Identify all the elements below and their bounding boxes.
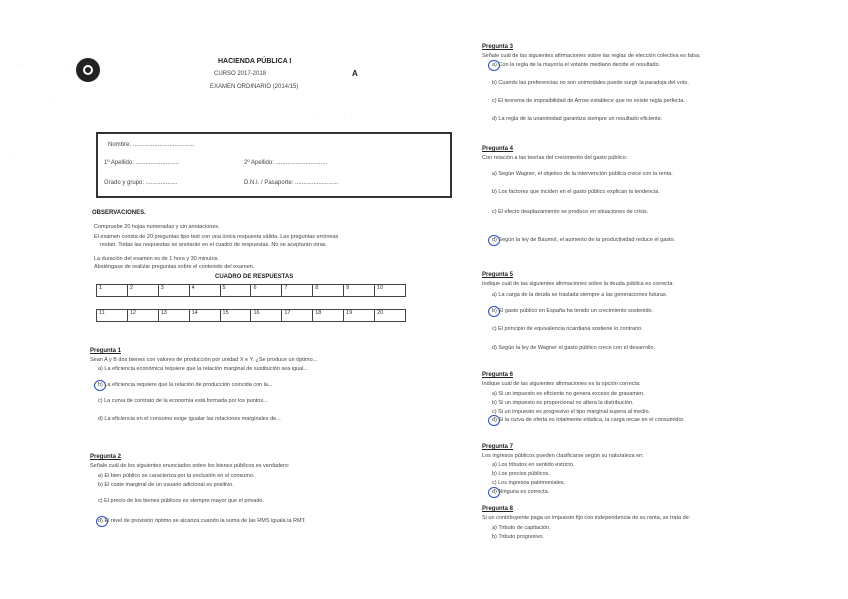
question-title: Pregunta 8	[482, 506, 514, 512]
answer-cell[interactable]: 2	[127, 285, 158, 297]
question-text: Sean A y B dos bienes con valores de producción por unidad X e Y. ¿Se produce un óptimo...	[90, 357, 318, 363]
question-text: Señale cuál de las siguientes afirmaciones sobre las reglas de elección colectiva es falsa:	[482, 53, 701, 59]
observation-item: restan. Todas las respuestas se anotarán en el cuadro de respuestas. No se aceptarán otras.	[100, 242, 328, 248]
option-text: b) El gasto público en España ha tenido un crecimiento sostenido.	[492, 308, 654, 314]
question-title: Pregunta 7	[482, 444, 514, 450]
question-title: Pregunta 6	[482, 372, 514, 378]
option-text: c) El principio de equivalencia ricardiana sostiene lo contrario.	[492, 326, 643, 332]
dni-field[interactable]: D.N.I. / Pasaporte: ..........................	[244, 180, 339, 186]
question-text: Los ingresos públicos pueden clasificarse según su naturaleza en:	[482, 453, 644, 459]
observations-title: OBSERVACIONES.	[92, 210, 146, 216]
observation-item: Compruebe 20 hojas numeradas y sin anotaciones.	[94, 224, 220, 230]
question-title: Pregunta 5	[482, 272, 514, 278]
question-title: Pregunta 4	[482, 146, 514, 152]
observation-item: El examen consta de 20 preguntas tipo test con una única respuesta válida. Las preguntas erróneas	[94, 234, 339, 240]
surname2-field[interactable]: 2º Apellido: ...............................	[244, 160, 328, 166]
observation-item: La duración del examen es de 1 hora y 30 minutos.	[94, 256, 220, 262]
answer-cell[interactable]: 16	[251, 310, 282, 322]
question-text: Si un contribuyente paga un impuesto fijo con independencia de su renta, se trata de:	[482, 515, 691, 521]
option-text: d) Según la ley de Baumol, el aumento de la productividad reduce el gasto.	[492, 237, 676, 243]
option-text: b) La eficiencia requiere que la relación de producción coincida con la...	[98, 382, 273, 388]
group-field[interactable]: Grado y grupo: ...................	[104, 180, 178, 186]
right-page: Pregunta 3 Señale cuál de las siguientes afirmaciones sobre las reglas de elección colectiva es falsa: a) Con la regla de la mayoría el votante mediano decide el resultado. b) Cuando las preferencias no son unimodales puede surgir la paradoja del voto. c) El teorema de imposibilidad de Arrow establece que no existe regla perfecta. d) La regla de la unanimidad garantiza siempre un resultado eficiente. Pregunta 4 Con relación a las teorías del crecimiento del gasto público: a) Según Wagner, el objetivo de la intervención pública crece con la renta. b) Los factores que inciden en el gasto público explican la tendencia. c) El efecto desplazamiento se produce en situaciones de crisis. d) Según la ley de Baumol, el aumento de la productividad reduce el gasto. Pregunta 5 Indique cuál de las siguientes afirmaciones sobre la deuda pública es correcta: a) La carga de la deuda se traslada siempre a las generaciones futuras. b) El gasto público en España ha tenido un crecimiento sostenido. c) El principio de equivalencia ricardiana sostiene lo contrario. d) Según la ley de Wagner el gasto público crece con el desarrollo. Pregunta 6 Indique cuál de las siguientes afirmaciones es la opción correcta: a) Si un impuesto es eficiente no genera exceso de gravamen. b) Si un impuesto es proporcional no altera la distribución. c) Si un impuesto es progresivo el tipo marginal supera al medio. d) Si la curva de oferta es totalmente elástica, la carga recae en el consumidor. Pregunta 7 Los ingresos públicos pueden clasificarse según su naturaleza en: a) Los tributos en sentido estricto. b) Los precios públicos. c) Los ingresos patrimoniales. d) Ninguna es correcta. Pregunta 8 Si un contribuyente paga un impuesto fijo con independencia de su renta, se trata de: a) Tributo de capitación. b) Tributo progresivo. . · : · . :	[482, 20, 816, 540]
answer-cell[interactable]: 5	[220, 285, 251, 297]
option-text: d) Ninguna es correcta.	[492, 489, 550, 495]
exam-model: A	[352, 69, 358, 78]
selected-answer-mark	[96, 516, 108, 527]
answer-cell[interactable]: 3	[158, 285, 189, 297]
question-text: Indique cuál de las siguientes afirmaciones es la opción correcta:	[482, 381, 641, 387]
answer-cell[interactable]: 17	[282, 310, 313, 322]
option-text: a) El bien público se caracteriza por la exclusión en el consumo.	[98, 473, 255, 479]
header-exam: EXAMEN ORDINARIO (2014/15)	[210, 84, 299, 90]
option-text: d) Según la ley de Wagner el gasto público crece con el desarrollo.	[492, 345, 656, 351]
option-text: d) Si la curva de oferta es totalmente elástica, la carga recae en el consumidor.	[492, 417, 685, 423]
option-text: b) Tributo progresivo.	[492, 534, 544, 540]
option-text: a) Si un impuesto es eficiente no genera exceso de gravamen.	[492, 391, 645, 397]
answer-cell[interactable]: 11	[97, 310, 128, 322]
answer-cell[interactable]: 18	[313, 310, 344, 322]
option-text: b) El coste marginal de un usuario adicional es positivo.	[98, 482, 234, 488]
option-text: c) El teorema de imposibilidad de Arrow establece que no existe regla perfecta.	[492, 98, 685, 104]
option-text: b) Si un impuesto es proporcional no altera la distribución.	[492, 400, 634, 406]
left-page: HACIENDA PÚBLICA I CURSO 2017-2018 A EXAMEN ORDINARIO (2014/15) Nombre: ..................................... 1º Apellido: .......................... 2º Apellido: ............................... Grado y grupo: ................... D.N.I. / Pasaporte: .......................... OBSERVACIONES. Compruebe 20 hojas numeradas y sin anotaciones. El examen consta de 20 preguntas tipo test con una única respuesta válida. Las preguntas erróneas restan. Todas las respuestas se anotarán en el cuadro de respuestas. No se aceptarán otras. La duración del examen es de 1 hora y 30 minutos. Absténgase de realizar preguntas sobre el contenido del examen. CUADRO DE RESPUESTAS 1 2 3 4 5 6 7 8 9 10 11 12 13 14 15 16 17 18 19 20 Pregunta 1 Sean A y B dos bienes con valores de producción por unidad X e Y. ¿Se produce un óptimo... a) La eficiencia económica requiere que la relación marginal de sustitución sea igual... b) La eficiencia requiere que la relación de producción coincida con la... c) La curva de contrato de la economía está formada por los puntos... d) La eficiencia en el consumo exige igualar las relaciones marginales de... Pregunta 2 Señale cuál de los siguientes enunciados sobre los bienes públicos es verdadero: a) El bien público se caracteriza por la exclusión en el consumo. b) El coste marginal de un usuario adicional es positivo. c) El precio de los bienes públicos es siempre mayor que el privado. d) El nivel de provisión óptimo se alcanza cuando la suma de las RMS iguala la RMT. . . : · . : . · . · : . . · · . : . . · . : · . · : . . · . : · . . . : · .	[0, 0, 470, 599]
observation-item: Absténgase de realizar preguntas sobre el contenido del examen.	[94, 264, 255, 270]
option-text: d) La eficiencia en el consumo exige igualar las relaciones marginales de...	[98, 416, 281, 422]
answer-cell[interactable]: 13	[158, 310, 189, 322]
header-title: HACIENDA PÚBLICA I	[218, 58, 292, 65]
question-text: Señale cuál de los siguientes enunciados sobre los bienes públicos es verdadero:	[90, 463, 290, 469]
option-text: c) La curva de contrato de la economía está formada por los puntos...	[98, 398, 268, 404]
header-course: CURSO 2017-2018	[214, 71, 267, 77]
selected-answer-mark	[488, 235, 500, 246]
option-text: b) Los factores que inciden en el gasto público explican la tendencia.	[492, 189, 660, 195]
name-field[interactable]: Nombre: .....................................	[108, 142, 195, 148]
answer-grid	[96, 284, 406, 322]
option-text: a) Tributo de capitación.	[492, 525, 551, 531]
answer-cell[interactable]: 15	[220, 310, 251, 322]
option-text: b) Los precios públicos.	[492, 471, 550, 477]
answer-cell[interactable]: 10	[375, 285, 406, 297]
surname1-field[interactable]: 1º Apellido: ..........................	[104, 160, 179, 166]
answer-cell[interactable]: 19	[344, 310, 375, 322]
option-text: d) El nivel de provisión óptimo se alcanza cuando la suma de las RMS iguala la RMT.	[98, 518, 306, 524]
selected-answer-mark	[94, 380, 106, 391]
answer-cell[interactable]: 14	[189, 310, 220, 322]
answer-cell[interactable]: 8	[313, 285, 344, 297]
option-text: a) Según Wagner, el objetivo de la intervención pública crece con la renta.	[492, 171, 673, 177]
question-title: Pregunta 3	[482, 44, 514, 50]
answers-title: CUADRO DE RESPUESTAS	[215, 274, 294, 280]
option-text: c) El efecto desplazamiento se produce en situaciones de crisis.	[492, 209, 649, 215]
question-text: Con relación a las teorías del crecimiento del gasto público:	[482, 155, 628, 161]
option-text: c) Si un impuesto es progresivo el tipo marginal supera al medio.	[492, 409, 651, 415]
answer-cell[interactable]: 4	[189, 285, 220, 297]
option-text: b) Cuando las preferencias no son unimodales puede surgir la paradoja del voto.	[492, 80, 689, 86]
answer-cell[interactable]: 9	[344, 285, 375, 297]
answer-cell[interactable]: 12	[127, 310, 158, 322]
option-text: a) Los tributos en sentido estricto.	[492, 462, 575, 468]
option-text: a) La carga de la deuda se traslada siempre a las generaciones futuras.	[492, 292, 668, 298]
option-text: d) La regla de la unanimidad garantiza siempre un resultado eficiente.	[492, 116, 663, 122]
answer-cell[interactable]: 6	[251, 285, 282, 297]
option-text: a) Con la regla de la mayoría el votante mediano decide el resultado.	[492, 62, 661, 68]
question-title: Pregunta 1	[90, 348, 122, 354]
option-text: a) La eficiencia económica requiere que la relación marginal de sustitución sea igual...	[98, 366, 309, 372]
answer-cell[interactable]: 1	[97, 285, 128, 297]
question-title: Pregunta 2	[90, 454, 122, 460]
answer-cell[interactable]: 20	[375, 310, 406, 322]
question-text: Indique cuál de las siguientes afirmaciones sobre la deuda pública es correcta:	[482, 281, 675, 287]
option-text: c) El precio de los bienes públicos es siempre mayor que el privado.	[98, 498, 264, 504]
answer-cell[interactable]: 7	[282, 285, 313, 297]
option-text: c) Los ingresos patrimoniales.	[492, 480, 566, 486]
